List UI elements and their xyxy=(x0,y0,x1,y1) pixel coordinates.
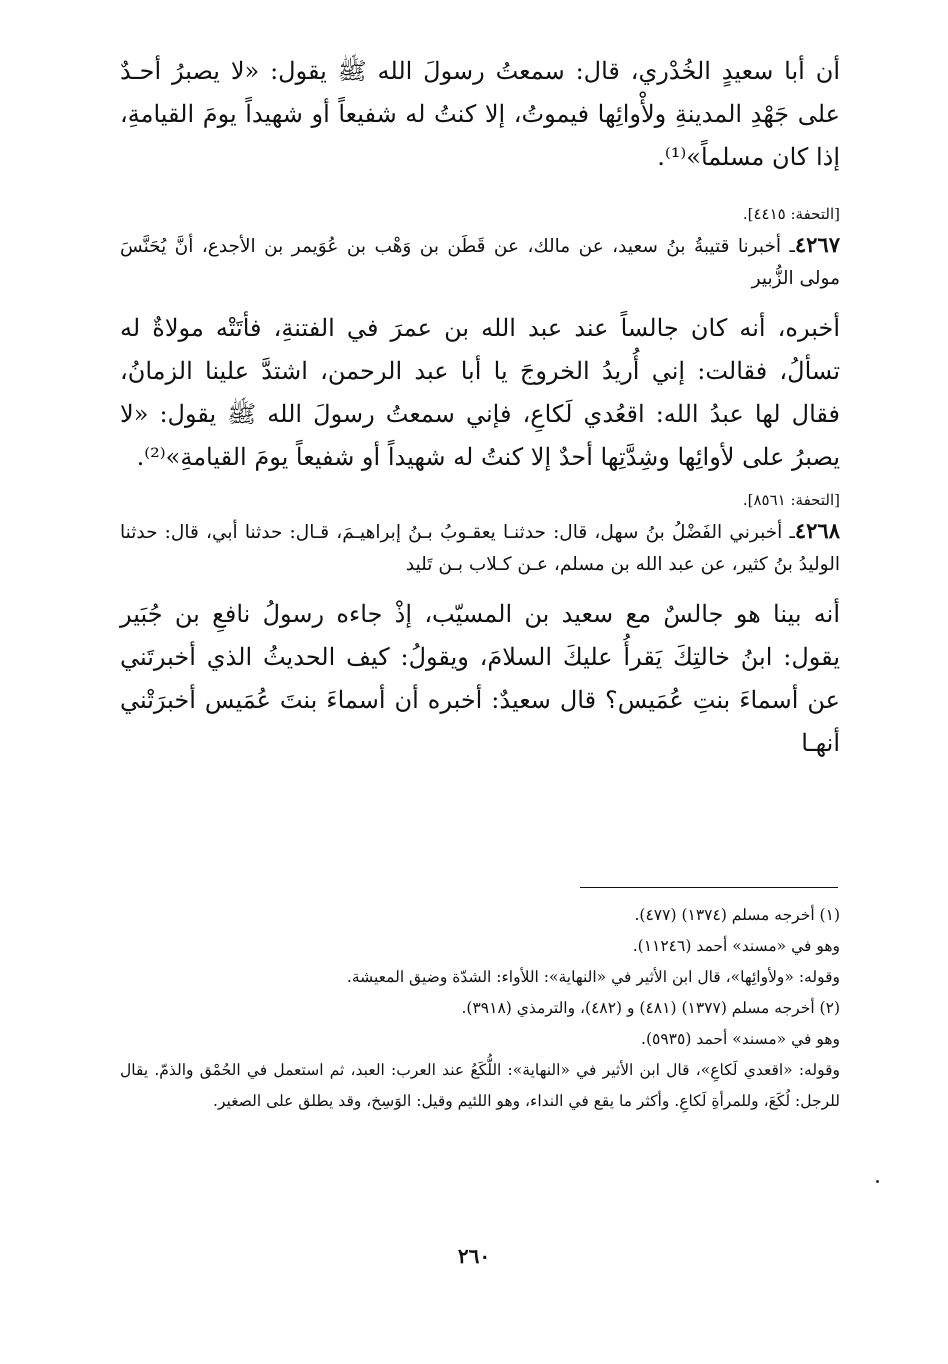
footnote-line: وقوله: «اقعدي لَكاعِ»، قال ابن الأثير في «النهاية»: اللُّكَعُ عند العرب: العبد، ثم استعمل في الحُمْق والذمّ. يقال للرجل: لُكَعَ، وللمرأةِ لَكاعِ. وأكثر ما يقع في النداء، وهو اللئيم وقيل: الوَسِخ، وقد يطلق على الصغير. xyxy=(120,1061,840,1110)
tuhfa-reference-2: [التحفة: ٨٥٦١]. xyxy=(742,491,840,509)
hadith-4267-isnad xyxy=(120,229,840,295)
footnote-line: وقوله: «ولأوائِها»، قال ابن الأثير في «النهاية»: اللأواء: الشدّة وضيق المعيشة. xyxy=(346,968,840,986)
footnote-line: (١) أخرجه مسلم (١٣٧٤) (٤٧٧). xyxy=(634,906,840,924)
scan-speck xyxy=(876,1180,879,1183)
hadith-4268-isnad xyxy=(120,515,840,581)
hadith-4267-isnad-text: ـ أخبرنا قتيبةُ بنُ سعيد، عن مالك، عن قَطَن بن وَهْب بن عُوَيمر بن الأجدع، أنَّ يُحَنَّسَ مولى الزُّبير xyxy=(120,236,840,289)
hadith-4268-matn: أنه بينا هو جالسٌ مع سعيد بن المسيّب، إذْ جاءه رسولُ نافعِ بن جُبَير يقول: ابنُ خالتِكَ يَقرأُ عليكَ السلامَ، ويقولُ: كيف الحديثُ الذي أخبرتَني عن أسماءَ بنتِ عُمَيس؟ قال سعيدٌ: أخبره أن أسماءَ بنتَ عُمَيس أخبرَتْني أنهـا xyxy=(120,600,840,757)
hadith-4268-isnad-text: ـ أخبرني الفَضْلُ بنُ سهل، قال: حدثنـا يعقـوبُ بـنُ إبراهيـمَ، قـال: حدثنا أبي، قال: حدثنا الوليدُ بنُ كثير، عن عبد الله بن مسلم، عـن كـلاب بـن تَليد xyxy=(120,522,840,575)
footnotes xyxy=(120,900,840,1117)
hadith-4266-text: أن أبا سعيدٍ الخُدْري، قال: سمعتُ رسولَ الله ﷺ يقول: «لا يصبرُ أحـدٌ على جَهْدِ المدينةِ ولأْوائِها فيموتُ، إلا كنتُ له شفيعاً أو شهيداً يومَ القيامةِ، إذا كان مسلماً»⁽¹⁾. xyxy=(120,57,840,171)
footnote-line: وهو في «مسند» أحمد (١١٢٤٦). xyxy=(632,937,840,955)
tuhfa-reference-1: [التحفة: ٤٤١٥]. xyxy=(742,205,840,223)
footnote-line: وهو في «مسند» أحمد (٥٩٣٥). xyxy=(641,1030,840,1048)
page-number: ٢٦٠ xyxy=(457,1244,491,1268)
hadith-4267-matn: أخبره، أنه كان جالساً عند عبد الله بن عمرَ في الفتنةِ، فأتَتْه مولاةٌ له تسألُ، فقالت: إني أُريدُ الخروجَ يا أبا عبد الرحمن، اشتدَّ علينا الزمانُ، فقال لها عبدُ الله: اقعُدي لَكاعِ، فإني سمعتُ رسولَ الله ﷺ يقول: «لا يصبرُ على لأوائِها وشِدَّتِها أحدٌ إلا كنتُ له شهيداً أو شفيعاً يومَ القيامةِ»⁽²⁾. xyxy=(120,314,840,471)
hadith-4267-number: ٤٢٦٧ xyxy=(794,232,840,257)
footnote-line: (٢) أخرجه مسلم (١٣٧٧) (٤٨١) و (٤٨٢)، والترمذي (٣٩١٨). xyxy=(461,999,840,1017)
page-body xyxy=(120,50,840,765)
footnote-divider xyxy=(580,887,838,888)
hadith-4268-number: ٤٢٦٨ xyxy=(794,518,840,543)
